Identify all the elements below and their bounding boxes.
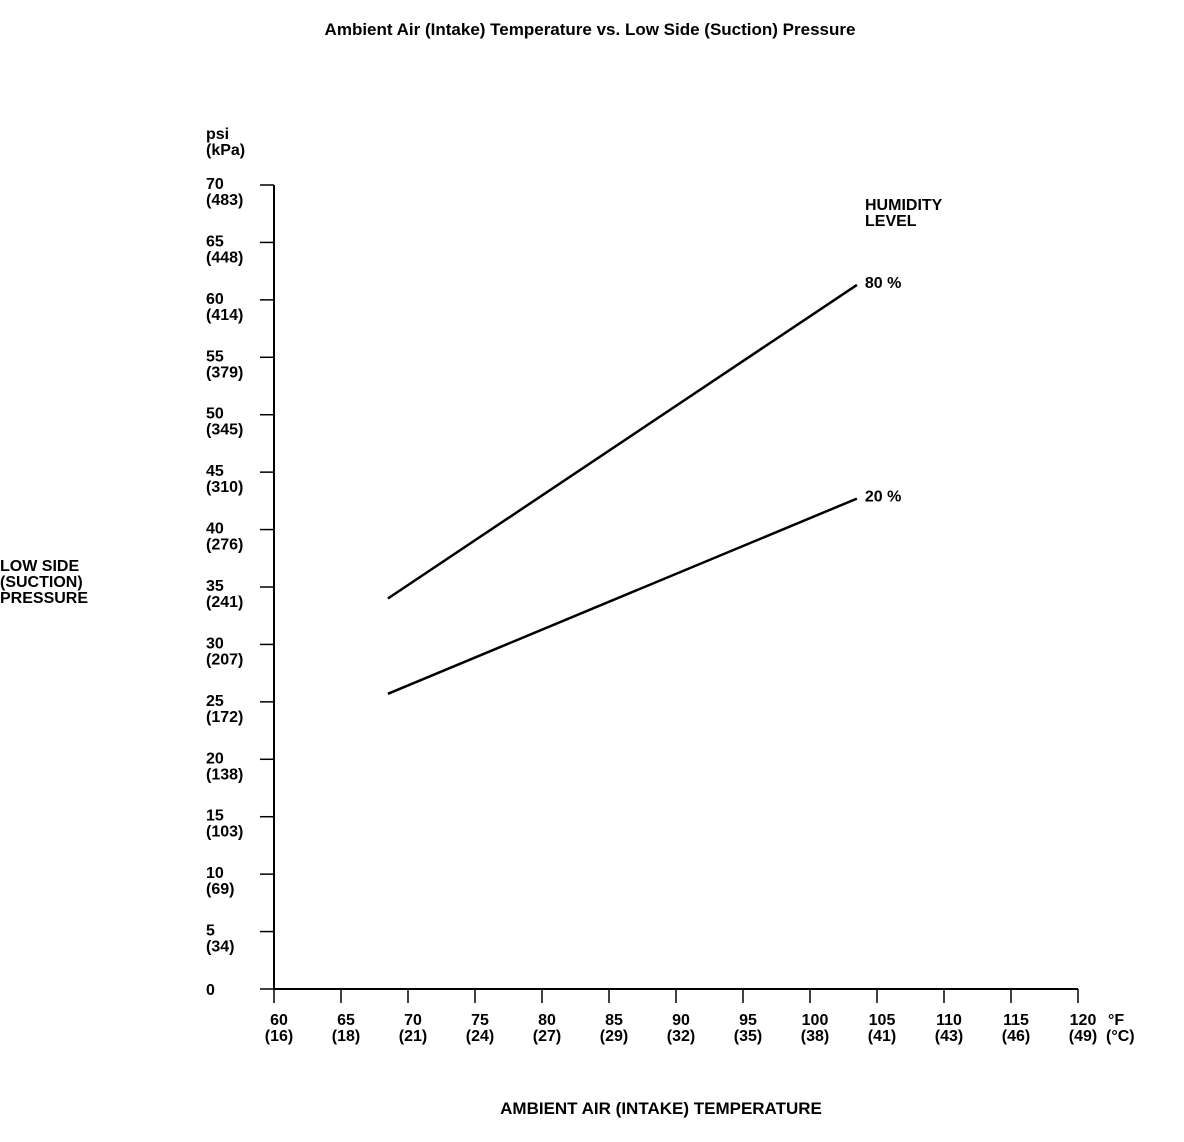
x-tick-sublabel: (49) bbox=[1068, 1028, 1098, 1045]
series-label-20-percent: 20 % bbox=[864, 488, 902, 506]
x-tick-label: 90 bbox=[672, 1012, 690, 1029]
x-axis-label: AMBIENT AIR (INTAKE) TEMPERATURE bbox=[500, 1099, 822, 1118]
x-unit-secondary: (°C) bbox=[1106, 1028, 1135, 1045]
y-tick-label: 30 bbox=[206, 635, 224, 653]
y-tick-sublabel: (241) bbox=[206, 594, 244, 611]
y-tick-sublabel: (414) bbox=[206, 306, 244, 324]
x-tick-sublabel: (38) bbox=[800, 1028, 830, 1045]
y-tick-label: 5 bbox=[206, 922, 215, 940]
x-tick-sublabel: (43) bbox=[934, 1028, 964, 1045]
y-tick-label: 65 bbox=[206, 233, 224, 251]
y-tick-label: 45 bbox=[206, 463, 224, 481]
y-tick-sublabel: (207) bbox=[206, 651, 244, 669]
y-tick-sublabel: (448) bbox=[206, 249, 244, 267]
x-tick-sublabel: (41) bbox=[867, 1028, 897, 1045]
y-tick-label: 35 bbox=[206, 578, 224, 595]
y-tick-sublabel: (276) bbox=[206, 536, 244, 554]
y-unit-secondary: (kPa) bbox=[206, 142, 246, 159]
y-tick-sublabel: (34) bbox=[206, 938, 235, 956]
x-tick-sublabel: (24) bbox=[465, 1028, 495, 1045]
legend-title-line-2: LEVEL bbox=[865, 213, 917, 230]
y-tick-sublabel: (138) bbox=[206, 766, 244, 784]
series-label-80-percent: 80 % bbox=[864, 274, 902, 292]
x-tick-sublabel: (32) bbox=[666, 1028, 696, 1045]
x-tick-label: 120 bbox=[1069, 1012, 1097, 1029]
x-tick-label: 85 bbox=[605, 1012, 623, 1029]
x-tick-label: 105 bbox=[868, 1012, 896, 1029]
y-tick-label: 50 bbox=[206, 405, 224, 423]
x-tick-sublabel: (21) bbox=[398, 1028, 428, 1045]
x-tick-label: 95 bbox=[739, 1012, 757, 1029]
y-unit-primary: psi bbox=[206, 126, 230, 143]
y-axis-label-line-3: PRESSURE bbox=[0, 590, 89, 607]
x-tick-label: 100 bbox=[801, 1012, 829, 1029]
x-tick-sublabel: (18) bbox=[331, 1028, 361, 1045]
x-tick-sublabel: (35) bbox=[733, 1028, 763, 1045]
y-tick-sublabel: (483) bbox=[206, 192, 244, 209]
y-axis-label-line-1: LOW SIDE bbox=[0, 558, 80, 575]
x-tick-label: 70 bbox=[404, 1012, 422, 1029]
y-tick-sublabel: (103) bbox=[206, 823, 244, 841]
legend-title-line-1: HUMIDITY bbox=[865, 197, 943, 214]
y-tick-label: 20 bbox=[206, 750, 224, 768]
y-tick-sublabel: (172) bbox=[206, 708, 244, 726]
x-tick-sublabel: (29) bbox=[599, 1028, 629, 1045]
y-tick-label: 0 bbox=[206, 982, 215, 999]
x-tick-label: 110 bbox=[936, 1012, 962, 1029]
x-tick-label: 115 bbox=[1003, 1012, 1029, 1029]
x-tick-label: 65 bbox=[337, 1012, 355, 1029]
x-tick-sublabel: (27) bbox=[532, 1028, 562, 1045]
y-tick-sublabel: (69) bbox=[206, 881, 235, 899]
y-tick-label: 10 bbox=[206, 865, 224, 883]
y-tick-label: 25 bbox=[206, 692, 224, 710]
x-tick-label: 60 bbox=[270, 1012, 288, 1029]
y-tick-sublabel: (310) bbox=[206, 479, 244, 497]
series-line-20-percent bbox=[388, 499, 857, 694]
y-tick-label: 70 bbox=[206, 176, 224, 193]
axes bbox=[274, 185, 1078, 989]
x-tick-label: 80 bbox=[538, 1012, 556, 1029]
y-tick-label: 60 bbox=[206, 290, 224, 308]
y-tick-label: 55 bbox=[206, 348, 224, 366]
ticks bbox=[206, 176, 1097, 1045]
series-line-80-percent bbox=[388, 285, 857, 599]
y-axis-label-line-2: (SUCTION) bbox=[0, 574, 83, 591]
x-tick-sublabel: (16) bbox=[264, 1028, 294, 1045]
y-tick-sublabel: (345) bbox=[206, 421, 244, 439]
x-tick-label: 75 bbox=[471, 1012, 489, 1029]
y-tick-sublabel: (379) bbox=[206, 364, 244, 382]
y-tick-label: 40 bbox=[206, 520, 224, 538]
series bbox=[388, 275, 901, 694]
x-unit-primary: °F bbox=[1108, 1012, 1125, 1029]
y-tick-label: 15 bbox=[206, 807, 224, 825]
x-tick-sublabel: (46) bbox=[1001, 1028, 1031, 1045]
chart-title: Ambient Air (Intake) Temperature vs. Low Side (Suction) Pressure bbox=[324, 20, 856, 39]
